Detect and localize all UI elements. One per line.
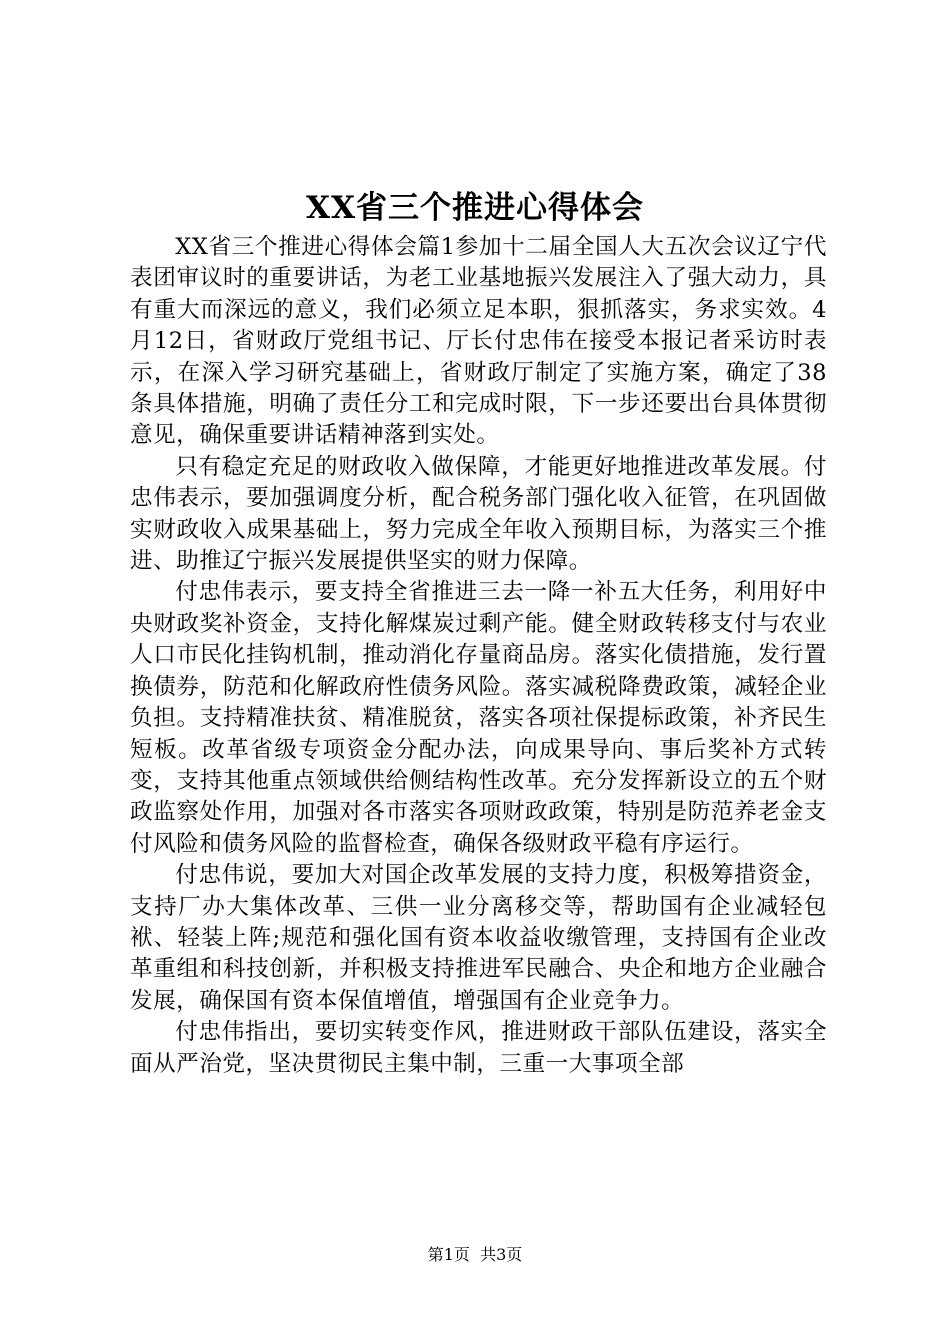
paragraph-2: 只有稳定充足的财政收入做保障，才能更好地推进改革发展。付忠伟表示，要加强调度分析，配合税务部门强化收入征管，在巩固做实财政收入成果基础上，努力完成全年收入预期目标，为落实三个推进、助推辽宁振兴发展提供坚实的财力保障。 (130, 453, 827, 575)
page-footer (0, 1244, 950, 1266)
paragraph-1: XX省三个推进心得体会篇1参加十二届全国人大五次会议辽宁代表团审议时的重要讲话，为老工业基地振兴发展注入了强大动力，具有重大而深远的意义，我们必须立足本职，狠抓落实，务求实效。4月12日，省财政厅党组书记、厅长付忠伟在接受本报记者采访时表示，在深入学习研究基础上，省财政厅制定了实施方案，确定了38条具体措施，明确了责任分工和完成时限，下一步还要出台具体贯彻意见，确保重要讲话精神落到实处。 (130, 234, 827, 449)
paragraph-4: 付忠伟说，要加大对国企改革发展的支持力度，积极筹措资金，支持厂办大集体改革、三供一业分离移交等，帮助国有企业减轻包袱、轻装上阵;规范和强化国有资本收益收缴管理，支持国有企业改革重组和科技创新，并积极支持推进军民融合、央企和地方企业融合发展，确保国有资本保值增值，增强国有企业竞争力。 (130, 862, 827, 1014)
document-title: XX省三个推进心得体会 (305, 190, 645, 226)
paragraph-5: 付忠伟指出，要切实转变作风，推进财政干部队伍建设，落实全面从严治党，坚决贯彻民主集中制，三重一大事项全部 (130, 1019, 827, 1077)
document-body (130, 232, 827, 1080)
page-total: 共3页 (480, 1245, 523, 1264)
paragraph-3: 付忠伟表示，要支持全省推进三去一降一补五大任务，利用好中央财政奖补资金，支持化解煤炭过剩产能。健全财政转移支付与农业人口市民化挂钩机制，推动消化存量商品房。落实化债措施，发行置换债券，防范和化解政府性债务风险。落实减税降费政策，减轻企业负担。支持精准扶贫、精准脱贫，落实各项社保提标政策，补齐民生短板。改革省级专项资金分配办法，向成果导向、事后奖补方式转变，支持其他重点领域供给侧结构性改革。充分发挥新设立的五个财政监察处作用，加强对各市落实各项财政政策，特别是防范养老金支付风险和债务风险的监督检查，确保各级财政平稳有序运行。 (130, 579, 827, 857)
page-number: 第1页 (427, 1245, 470, 1264)
